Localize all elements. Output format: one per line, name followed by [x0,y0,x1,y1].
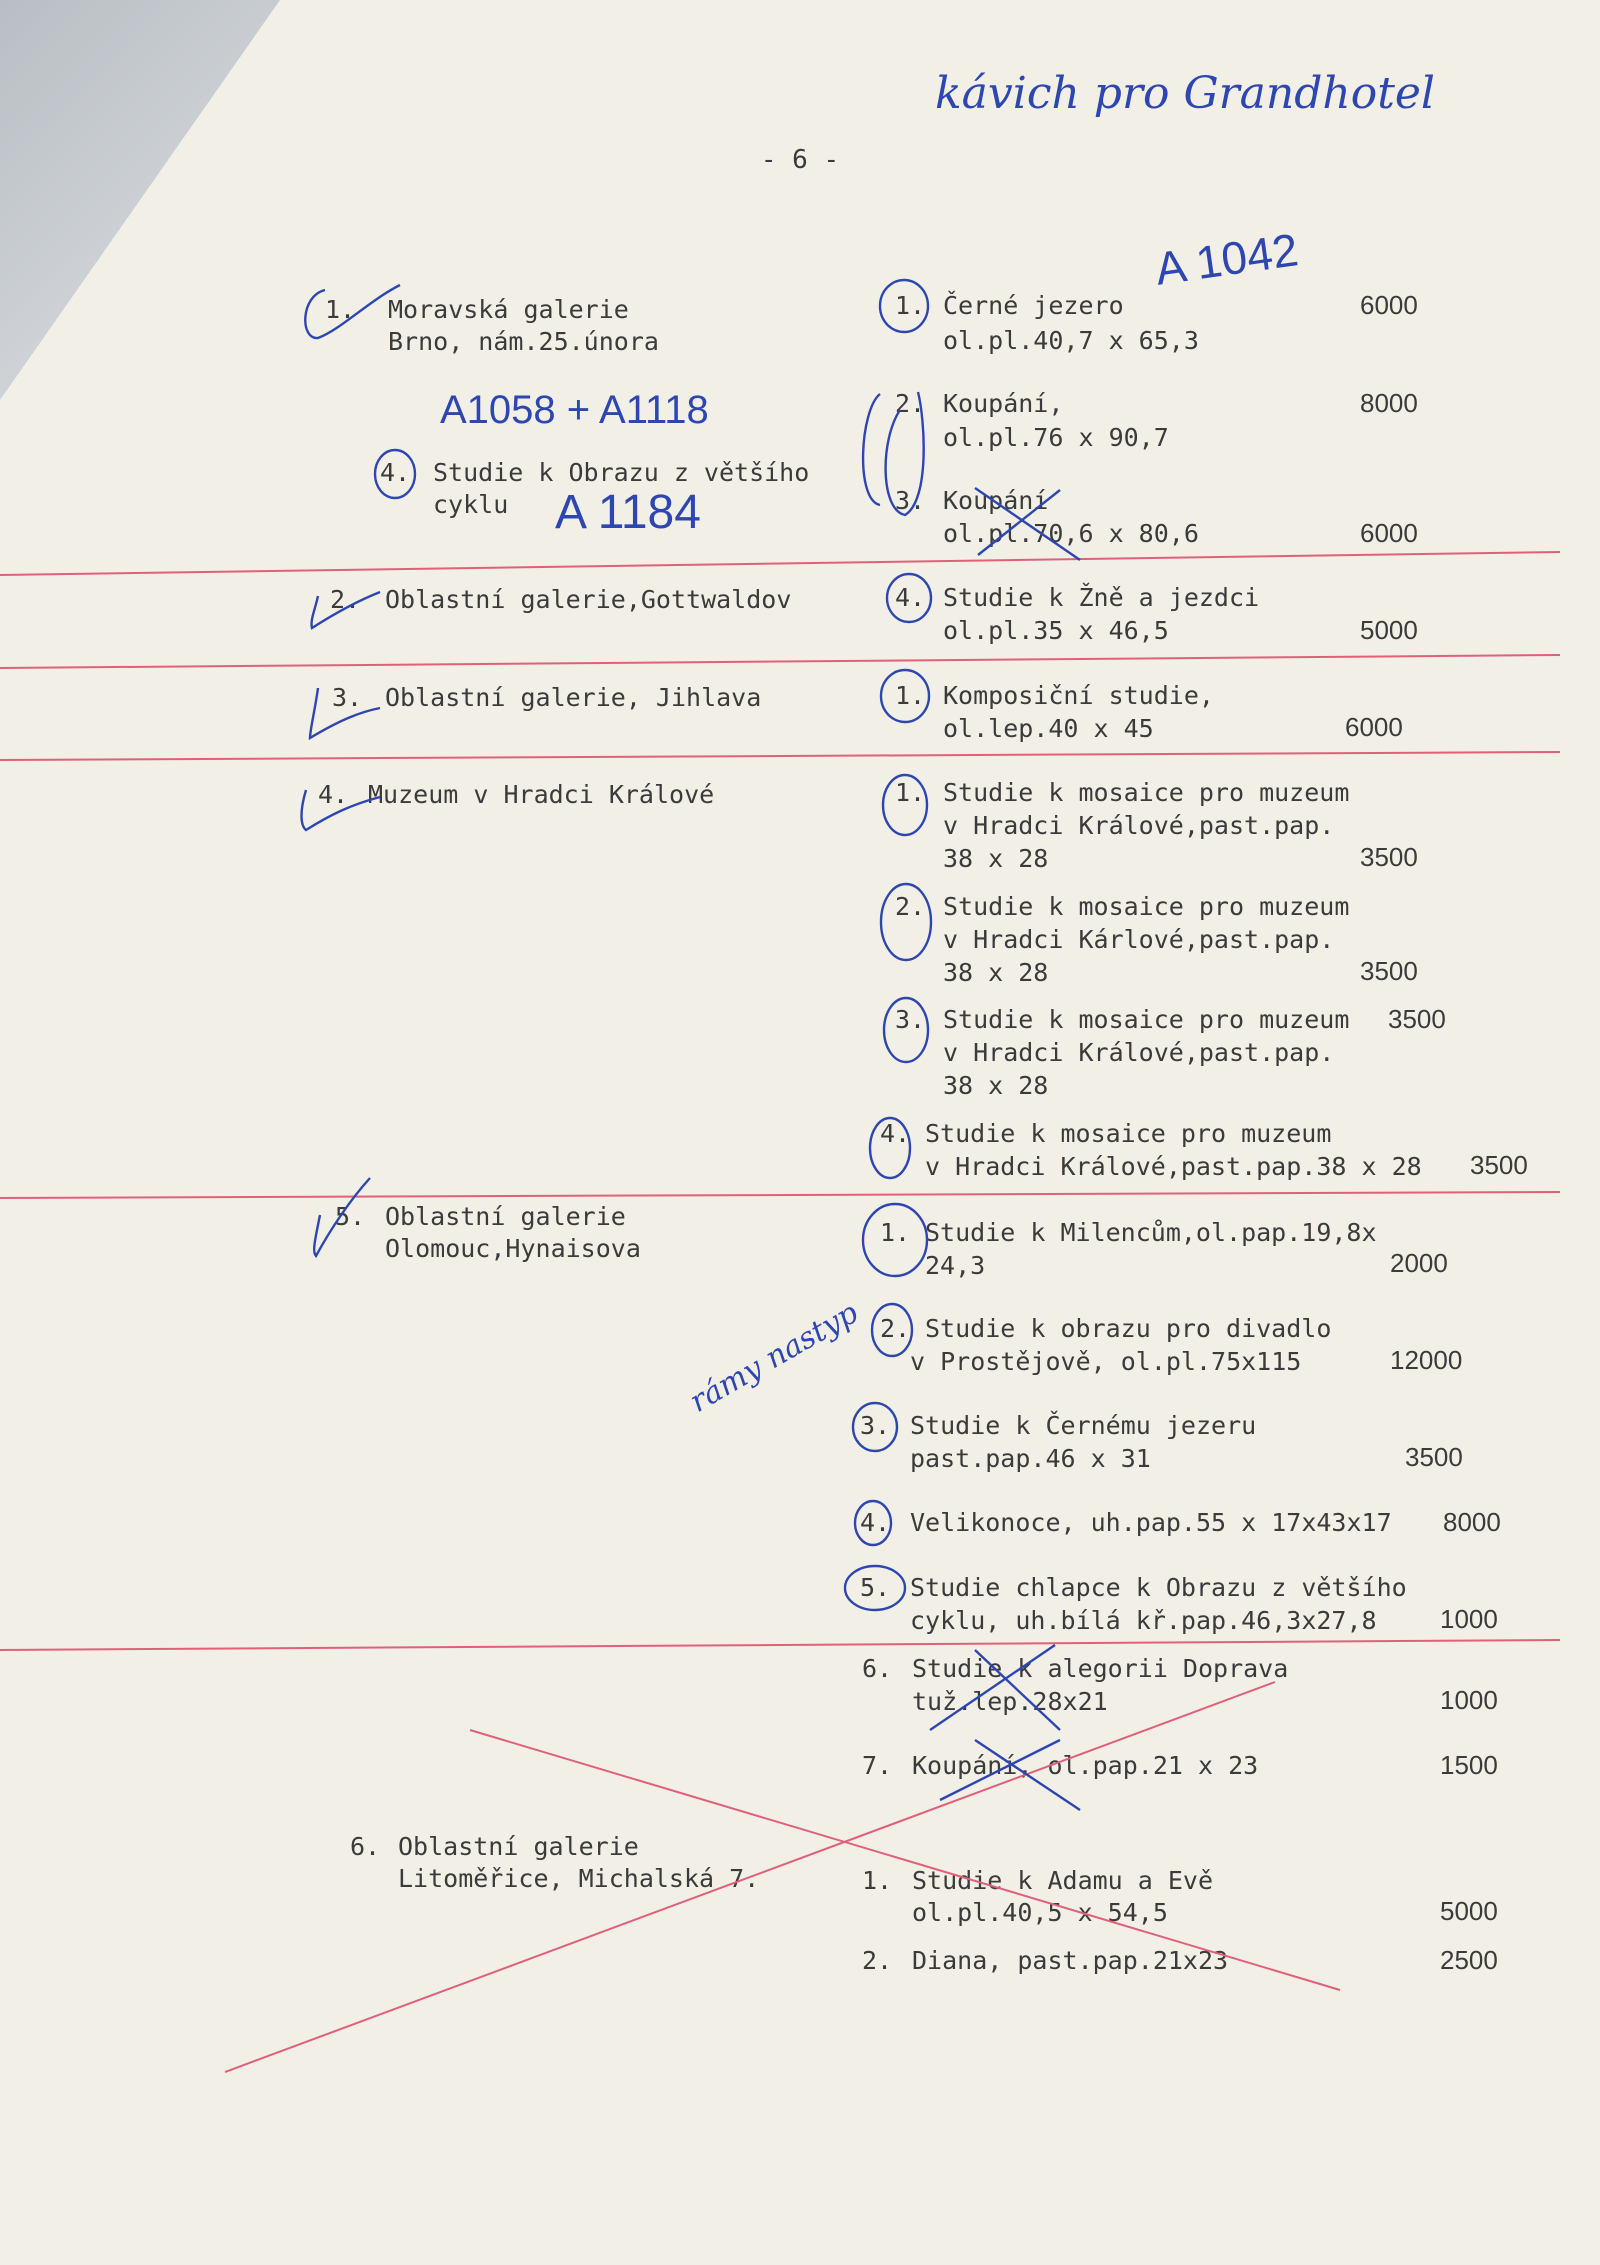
work-price: 1000 [1440,1685,1498,1715]
handwritten-code-a1058-a1118: A1058 + A1118 [440,388,709,432]
institution-2-line-1: Oblastní galerie,Gottwaldov [385,585,792,614]
work-line: v Hradci Kárlové,past.pap. [943,925,1335,954]
institution-1-line-2: Brno, nám.25.února [388,327,659,356]
check-mark-3 [310,688,380,738]
work-line: Studie k mosaice pro muzeum [943,778,1350,807]
circle-hk-2 [881,884,931,960]
work-number: 5. [860,1573,891,1602]
work-line: 38 x 28 [943,844,1049,873]
work-price: 3500 [1470,1150,1528,1180]
work-line: ol.pl.70,6 x 80,6 [943,519,1199,548]
strike-koupani-1 [975,488,1080,560]
work-number: 3. [860,1411,891,1440]
work-price: 5000 [1440,1896,1498,1926]
work-number: 4. [880,1119,911,1148]
institution-5-line-1: Oblastní galerie [385,1202,626,1231]
check-mark-1 [305,285,400,338]
work-line: v Hradci Králové,past.pap. [943,811,1335,840]
work-price: 8000 [1360,388,1418,418]
work-number: 1. [895,291,926,320]
institution-5-number: 5. [335,1202,366,1231]
work-line: ol.pl.40,7 x 65,3 [943,326,1199,355]
institution-1-line-1: Moravská galerie [388,295,629,324]
left-item-4-number: 4. [380,458,411,487]
circle-hk-4 [870,1118,910,1178]
circle-olomouc-1 [863,1204,927,1276]
work-number: 2. [895,892,926,921]
work-line: Koupání, [943,389,1064,418]
work-line: Studie k mosaice pro muzeum [943,892,1350,921]
work-price: 3500 [1360,956,1418,986]
work-number: 4. [860,1508,891,1537]
work-line: ol.pl.76 x 90,7 [943,423,1169,452]
work-price: 2000 [1390,1248,1448,1278]
work-line: Studie k Milencům,ol.pap.19,8x [925,1218,1377,1247]
check-mark-2 [312,592,380,628]
check-mark-4 [302,790,381,830]
red-separator-lines [0,552,1560,2072]
work-line: Koupání [943,486,1049,515]
work-line: Studie k obrazu pro divadlo [925,1314,1332,1343]
work-number: 3. [895,1005,926,1034]
work-line: Studie chlapce k Obrazu z většího [910,1573,1407,1602]
circle-1 [880,280,928,332]
work-line: tuž.lep.28x21 [912,1687,1108,1716]
work-line: Studie k Adamu a Evě [912,1866,1214,1895]
work-line: Studie k Žně a jezdci [943,583,1260,612]
work-line: Studie k Černému jezeru [910,1411,1257,1440]
circle-gottwaldov [887,574,931,622]
work-number: 2. [862,1946,893,1975]
left-item-4-line-1: Studie k Obrazu z většího [433,458,810,487]
handwritten-code-a1184: A 1184 [555,486,701,539]
work-line: cyklu, uh.bílá kř.pap.46,3x27,8 [910,1606,1377,1635]
institution-5-line-2: Olomouc,Hynaisova [385,1234,641,1263]
work-line: Komposiční studie, [943,681,1214,710]
work-line: Studie k alegorii Doprava [912,1654,1289,1683]
circle-olomouc-3 [853,1403,897,1451]
handwritten-code-a1042: A 1042 [1152,223,1302,295]
work-line: Koupání, ol.pap.21 x 23 [912,1751,1259,1780]
blue-pen-marks [302,280,1081,1810]
handwritten-side-note: rámy nastyp [683,1295,865,1420]
circle-jihlava [881,670,929,722]
work-line: Velikonoce, uh.pap.55 x 17x43x17 [910,1508,1392,1537]
circle-olomouc-5 [845,1566,905,1610]
institution-4-line-1: Muzeum v Hradci Králové [368,780,715,809]
work-number: 3. [895,486,926,515]
work-line: Černé jezero [943,291,1124,320]
institution-6-line-1: Oblastní galerie [398,1832,639,1861]
bracket-left [863,394,880,505]
institution-4-number: 4. [318,780,349,809]
work-number: 2. [895,389,926,418]
page-number: - 6 - [760,145,840,175]
work-price: 6000 [1360,518,1418,548]
work-line: ol.pl.40,5 x 54,5 [912,1898,1168,1927]
institution-3-number: 3. [332,683,363,712]
work-line: Diana, past.pap.21x23 [912,1946,1229,1975]
work-line: ol.pl.35 x 46,5 [943,616,1169,645]
handwritten-title: kávich pro Grandhotel [935,68,1436,119]
work-line: Studie k mosaice pro muzeum [943,1005,1350,1034]
work-price: 5000 [1360,615,1418,645]
work-line: v Hradci Králové,past.pap.38 x 28 [925,1152,1422,1181]
work-line: 38 x 28 [943,1071,1049,1100]
circle-hk-1 [883,775,927,835]
work-line: v Hradci Králové,past.pap. [943,1038,1335,1067]
strike-doprava-2 [930,1645,1055,1730]
circle-olomouc-2 [872,1304,912,1356]
institution-3-line-1: Oblastní galerie, Jihlava [385,683,762,712]
work-price: 3500 [1388,1004,1446,1034]
institution-1-number: 1. [325,295,356,324]
check-mark-5 [314,1178,370,1256]
left-item-4-line-2: cyklu [433,490,509,519]
work-price: 1000 [1440,1604,1498,1634]
work-line: Studie k mosaice pro muzeum [925,1119,1332,1148]
work-line: 24,3 [925,1251,986,1280]
work-number: 1. [880,1218,911,1247]
work-price: 2500 [1440,1945,1498,1975]
bracket-right [886,392,924,515]
work-line: past.pap.46 x 31 [910,1444,1151,1473]
work-number: 1. [895,778,926,807]
work-number: 1. [862,1866,893,1895]
work-price: 6000 [1345,712,1403,742]
institution-6-line-2: Litoměřice, Michalská 7. [398,1864,760,1893]
work-number: 2. [880,1314,911,1343]
strike-koupani-7b [940,1740,1060,1800]
work-number: 1. [895,681,926,710]
work-line: ol.lep.40 x 45 [943,714,1154,743]
work-number: 4. [895,583,926,612]
work-price: 1500 [1440,1750,1498,1780]
work-number: 6. [862,1654,893,1683]
work-price: 6000 [1360,290,1418,320]
work-price: 8000 [1443,1507,1501,1537]
work-number: 7. [862,1751,893,1780]
institution-2-number: 2. [330,585,361,614]
circle-hk-3 [884,998,928,1062]
work-line: v Prostějově, ol.pl.75x115 [910,1347,1302,1376]
circle-olomouc-4 [855,1501,891,1545]
circle-4 [375,450,415,498]
work-price: 12000 [1390,1345,1463,1375]
work-price: 3500 [1405,1442,1463,1472]
institution-6-number: 6. [350,1832,381,1861]
work-price: 3500 [1360,842,1418,872]
work-line: 38 x 28 [943,958,1049,987]
